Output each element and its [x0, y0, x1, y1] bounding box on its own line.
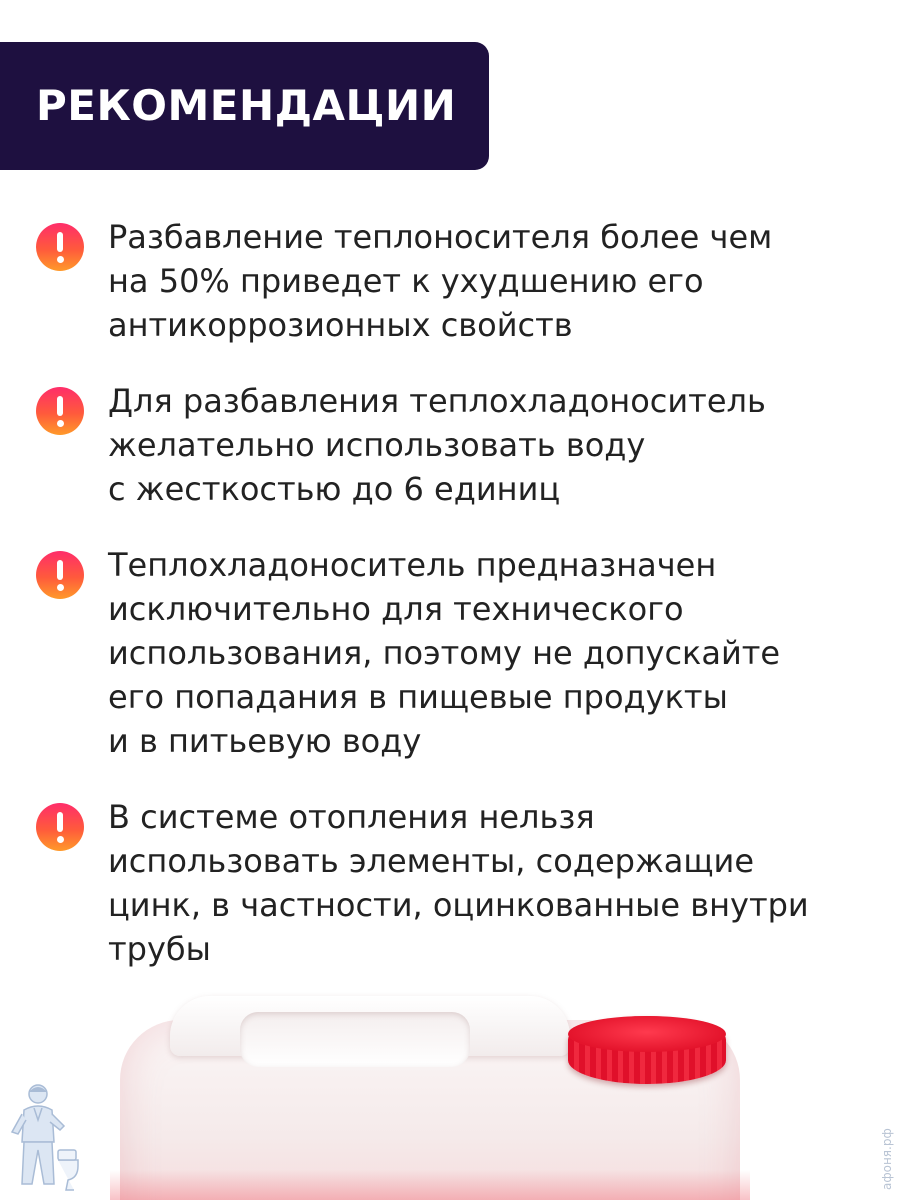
warning-icon [36, 387, 84, 435]
plumber-mascot-logo [8, 1080, 82, 1192]
text-line: исключительно для технического [108, 590, 684, 628]
warning-icon [36, 223, 84, 271]
text-line: В системе отопления нельзя [108, 798, 595, 836]
product-canister-image [110, 992, 750, 1200]
warning-icon [36, 803, 84, 851]
recommendation-text [108, 215, 868, 347]
text-line: желательно использовать воду [108, 426, 646, 464]
text-line: цинк, в частности, оцинкованные внутри [108, 886, 809, 924]
text-line: его попадания в пищевые продукты [108, 678, 728, 716]
text-line: с жесткостью до 6 единиц [108, 470, 561, 508]
text-line: использования, поэтому не допускайте [108, 634, 781, 672]
recommendation-text [108, 379, 868, 511]
page-title: РЕКОМЕНДАЦИИ [36, 81, 457, 130]
canister-cap-top [568, 1016, 726, 1052]
text-line: Для разбавления теплохладоноситель [108, 382, 766, 420]
text-line: и в питьевую воду [108, 722, 422, 760]
text-line: Разбавление теплоносителя более чем [108, 218, 773, 256]
recommendation-text [108, 543, 868, 763]
watermark-text: афоня.рф [880, 1128, 894, 1190]
text-line: антикоррозионных свойств [108, 306, 573, 344]
text-line: на 50% приведет к ухудшению его [108, 262, 704, 300]
recommendation-text [108, 795, 868, 971]
header-banner [0, 42, 489, 170]
canister-handle [240, 1012, 470, 1067]
canister-liquid-tint [110, 1170, 750, 1200]
text-line: Теплохладоноситель предназначен [108, 546, 717, 584]
text-line: трубы [108, 930, 211, 968]
warning-icon [36, 551, 84, 599]
text-line: использовать элементы, содержащие [108, 842, 754, 880]
